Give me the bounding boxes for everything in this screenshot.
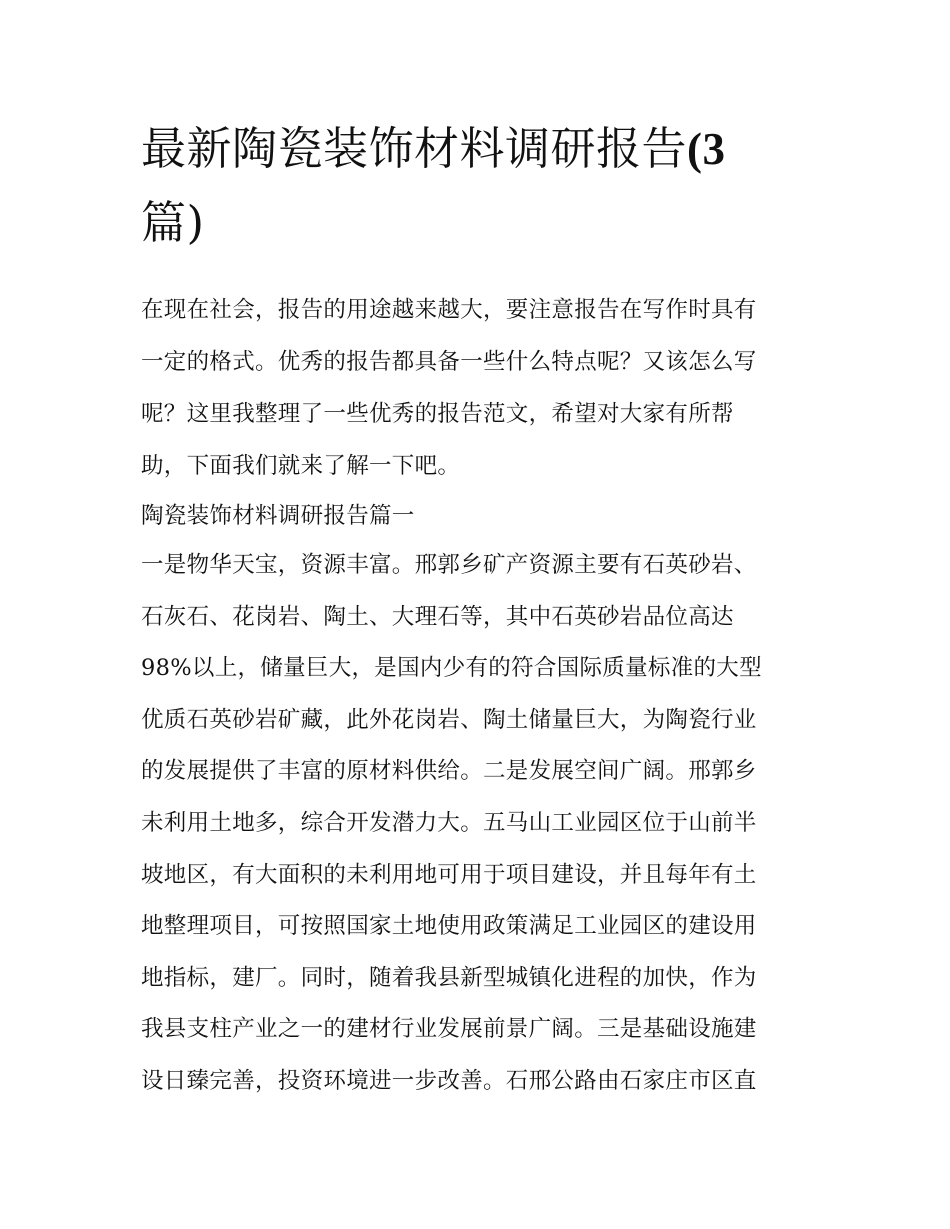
body-line: 优质石英砂岩矿藏，此外花岗岩、陶土储量巨大，为陶瓷行业 (141, 706, 757, 733)
title-line-2: 篇) (141, 196, 205, 249)
section-heading: 陶瓷装饰材料调研报告篇一 (141, 503, 415, 529)
body-line: 的发展提供了丰富的原材料供给。二是发展空间广阔。邢郭乡 (141, 758, 757, 785)
document-page (141, 112, 813, 1108)
intro-paragraph (141, 284, 813, 492)
intro-line: 助，下面我们就来了解一下吧。 (141, 453, 461, 479)
intro-line: 一定的格式。优秀的报告都具备一些什么特点呢？又该怎么写 (141, 349, 757, 375)
body-line: 我县支柱产业之一的建材行业发展前景广阔。三是基础设施建 (141, 1016, 757, 1043)
body-line: 98%以上，储量巨大，是国内少有的符合国际质量标准的大型 (141, 655, 762, 682)
body-line: 未利用土地多，综合开发潜力大。五马山工业园区位于山前半 (141, 809, 757, 836)
title-paren: (3 (687, 124, 726, 174)
body-line: 坡地区，有大面积的未利用地可用于项目建设，并且每年有土 (141, 861, 757, 888)
intro-line: 呢？这里我整理了一些优秀的报告范文，希望对大家有所帮 (141, 401, 734, 427)
body-line: 一是物华天宝，资源丰富。邢郭乡矿产资源主要有石英砂岩、 (141, 552, 757, 578)
document-title (141, 112, 813, 260)
intro-line: 在现在社会，报告的用途越来越大，要注意报告在写作时具有 (141, 297, 757, 323)
body-paragraph (141, 540, 813, 1108)
title-text: 最新陶瓷装饰材料调研报告 (141, 122, 688, 175)
body-line: 地整理项目，可按照国家土地使用政策满足工业园区的建设用 (141, 913, 757, 940)
body-line: 设日臻完善，投资环境进一步改善。石邢公路由石家庄市区直 (141, 1067, 757, 1094)
body-line: 地指标，建厂。同时，随着我县新型城镇化进程的加快，作为 (141, 964, 757, 991)
body-line: 石灰石、花岗岩、陶土、大理石等，其中石英砂岩品位高达 (141, 603, 734, 630)
